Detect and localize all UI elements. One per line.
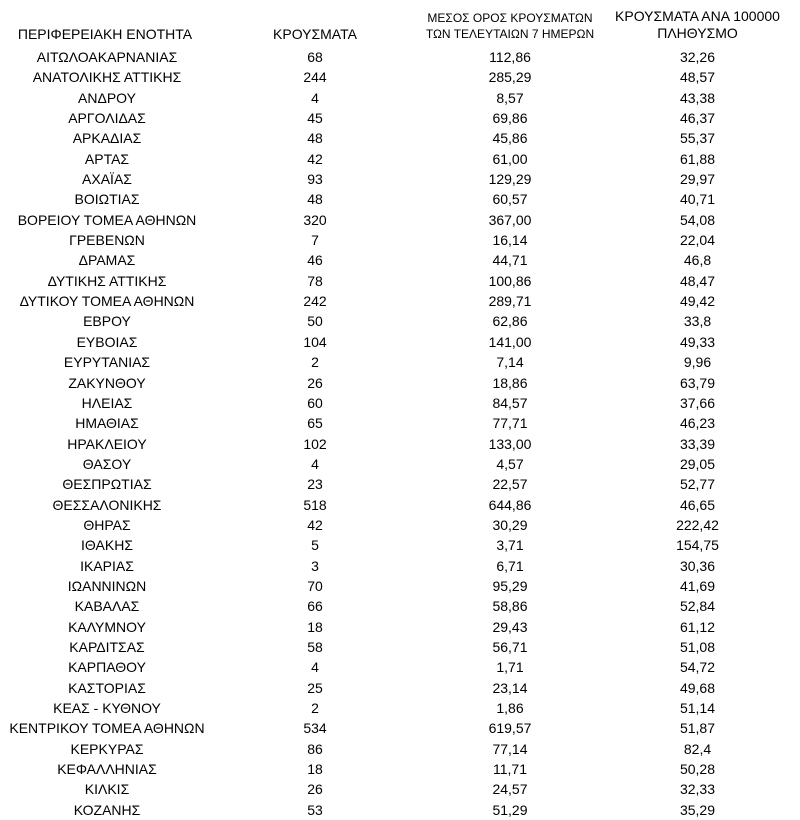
table-row bbox=[0, 413, 800, 433]
table-row bbox=[0, 393, 800, 413]
per100k-cell: 49,33 bbox=[679, 333, 716, 350]
table-row bbox=[0, 169, 800, 189]
per100k-cell: 32,33 bbox=[679, 781, 716, 798]
table-row bbox=[0, 332, 800, 352]
table-row bbox=[0, 759, 800, 779]
per100k-cell: 48,57 bbox=[679, 69, 716, 86]
cases-cell: 48 bbox=[307, 191, 323, 208]
per100k-cell: 82,4 bbox=[683, 740, 712, 757]
region-cell: ΕΥΒΟΙΑΣ bbox=[76, 333, 138, 350]
per100k-cell: 29,05 bbox=[679, 455, 716, 472]
per100k-cell: 55,37 bbox=[679, 130, 716, 147]
table-row bbox=[0, 474, 800, 494]
average-cell: 1,71 bbox=[496, 659, 524, 676]
per100k-cell: 51,87 bbox=[679, 720, 716, 737]
average-cell: 51,29 bbox=[492, 801, 528, 818]
per100k-cell: 9,96 bbox=[683, 354, 712, 371]
region-cell: ΚΕΑΣ - ΚΥΘΝΟΥ bbox=[53, 700, 161, 716]
table-row bbox=[0, 515, 800, 535]
average-cell: 23,14 bbox=[492, 679, 528, 696]
average-cell: 100,86 bbox=[488, 272, 532, 289]
region-cell: ΚΑΒΑΛΑΣ bbox=[74, 598, 140, 615]
cases-cell: 25 bbox=[307, 679, 323, 696]
per100k-cell: 61,88 bbox=[679, 150, 716, 167]
average-cell: 133,00 bbox=[488, 435, 532, 452]
per100k-cell: 52,77 bbox=[679, 476, 716, 493]
cases-cell: 534 bbox=[303, 720, 327, 737]
per100k-cell: 35,29 bbox=[679, 801, 716, 818]
cases-cell: 3 bbox=[311, 557, 319, 574]
cases-cell: 2 bbox=[311, 354, 319, 371]
cases-cell: 86 bbox=[307, 740, 323, 757]
average-cell: 22,57 bbox=[492, 476, 528, 493]
cases-cell: 26 bbox=[307, 781, 323, 798]
per100k-cell: 48,47 bbox=[679, 272, 716, 289]
cases-cell: 42 bbox=[307, 516, 323, 533]
cases-cell: 18 bbox=[307, 761, 323, 778]
table-row bbox=[0, 617, 800, 637]
region-cell: ΑΙΤΩΛΟΑΚΑΡΝΑΝΙΑΣ bbox=[36, 49, 178, 65]
table-row bbox=[0, 373, 800, 393]
table-row bbox=[0, 128, 800, 148]
per100k-cell: 61,12 bbox=[679, 618, 716, 635]
cases-cell: 60 bbox=[307, 394, 323, 411]
per100k-cell: 32,26 bbox=[679, 49, 716, 65]
table-row bbox=[0, 535, 800, 555]
cases-cell: 2 bbox=[311, 700, 319, 716]
table-row bbox=[0, 311, 800, 331]
region-cell: ΓΡΕΒΕΝΩΝ bbox=[69, 232, 145, 249]
cases-cell: 518 bbox=[303, 496, 327, 513]
average-cell: 60,57 bbox=[492, 191, 528, 208]
cases-cell: 66 bbox=[307, 598, 323, 615]
region-cell: ΚΑΛΥΜΝΟΥ bbox=[68, 618, 146, 635]
average-cell: 29,43 bbox=[492, 618, 528, 635]
table-row bbox=[0, 678, 800, 698]
cases-cell: 48 bbox=[307, 130, 323, 147]
table-row bbox=[0, 149, 800, 169]
header-cases-per-100k bbox=[605, 8, 790, 42]
per100k-cell: 49,68 bbox=[679, 679, 716, 696]
per100k-cell: 50,28 bbox=[679, 761, 716, 778]
cases-cell: 4 bbox=[311, 455, 319, 472]
average-cell: 61,00 bbox=[492, 150, 528, 167]
per100k-cell: 63,79 bbox=[679, 374, 716, 391]
average-cell: 129,29 bbox=[488, 171, 532, 188]
table-row bbox=[0, 291, 800, 311]
average-cell: 95,29 bbox=[492, 577, 528, 594]
table-row bbox=[0, 556, 800, 576]
table-row bbox=[0, 271, 800, 291]
table-row bbox=[0, 210, 800, 230]
table-row bbox=[0, 189, 800, 209]
average-cell: 24,57 bbox=[492, 781, 528, 798]
table-row bbox=[0, 495, 800, 515]
region-cell: ΘΑΣΟΥ bbox=[82, 455, 132, 472]
per100k-cell: 37,66 bbox=[679, 394, 716, 411]
per100k-cell: 52,84 bbox=[679, 598, 716, 615]
region-cell: ΒΟΙΩΤΙΑΣ bbox=[74, 191, 140, 208]
per100k-cell: 22,04 bbox=[679, 232, 716, 249]
cases-cell: 50 bbox=[307, 313, 323, 330]
per100k-cell: 41,69 bbox=[679, 577, 716, 594]
table-row bbox=[0, 596, 800, 616]
average-cell: 45,86 bbox=[492, 130, 528, 147]
table-row bbox=[0, 718, 800, 738]
cases-cell: 242 bbox=[303, 293, 327, 310]
cases-cell: 23 bbox=[307, 476, 323, 493]
average-cell: 6,71 bbox=[496, 557, 524, 574]
per100k-cell: 51,08 bbox=[679, 638, 716, 655]
cases-cell: 68 bbox=[307, 49, 323, 65]
table-row bbox=[0, 88, 800, 108]
average-cell: 44,71 bbox=[492, 252, 528, 269]
per100k-cell: 54,72 bbox=[679, 659, 716, 676]
per100k-cell: 46,37 bbox=[679, 110, 716, 127]
region-cell: ΚΑΡΔΙΤΣΑΣ bbox=[69, 638, 145, 655]
region-cell: ΚΑΡΠΑΘΟΥ bbox=[68, 659, 146, 676]
region-cell: ΑΝΔΡΟΥ bbox=[78, 89, 136, 106]
cases-cell: 42 bbox=[307, 150, 323, 167]
cases-cell: 104 bbox=[303, 333, 327, 350]
cases-cell: 65 bbox=[307, 415, 323, 432]
region-cell: ΚΕΡΚΥΡΑΣ bbox=[70, 740, 144, 757]
region-cell: ΚΕΦΑΛΛΗΝΙΑΣ bbox=[57, 761, 157, 778]
region-cell: ΘΕΣΠΡΩΤΙΑΣ bbox=[62, 476, 152, 493]
header-region: ΠΕΡΙΦΕΡΕΙΑΚΗ ΕΝΟΤΗΤΑ bbox=[17, 26, 193, 42]
average-cell: 7,14 bbox=[496, 354, 524, 371]
per100k-cell: 49,42 bbox=[679, 293, 716, 310]
cases-cell: 26 bbox=[307, 374, 323, 391]
per100k-cell: 154,75 bbox=[676, 537, 719, 554]
table-body bbox=[0, 47, 800, 820]
average-cell: 8,57 bbox=[496, 89, 524, 106]
table-row bbox=[0, 352, 800, 372]
table-row bbox=[0, 230, 800, 250]
region-cell: ΑΡΓΟΛΙΔΑΣ bbox=[68, 110, 146, 127]
cases-cell: 18 bbox=[307, 618, 323, 635]
cases-cell: 4 bbox=[311, 659, 319, 676]
region-cell: ΔΥΤΙΚΗΣ ΑΤΤΙΚΗΣ bbox=[47, 272, 167, 289]
region-cell: ΘΗΡΑΣ bbox=[83, 516, 131, 533]
cases-cell: 244 bbox=[303, 69, 327, 86]
region-cell: ΕΥΡΥΤΑΝΙΑΣ bbox=[63, 354, 151, 371]
header-7day-average bbox=[410, 10, 610, 42]
table-header bbox=[0, 0, 800, 46]
average-cell: 619,57 bbox=[488, 720, 532, 737]
table-row bbox=[0, 250, 800, 270]
region-cell: ΚΟΖΑΝΗΣ bbox=[73, 801, 141, 818]
per100k-cell: 222,42 bbox=[676, 516, 719, 533]
cases-cell: 46 bbox=[307, 252, 323, 269]
average-cell: 84,57 bbox=[492, 394, 528, 411]
region-cell: ΑΧΑΪΑΣ bbox=[82, 171, 132, 188]
table-row bbox=[0, 637, 800, 657]
table-row bbox=[0, 698, 800, 718]
region-cell: ΕΒΡΟΥ bbox=[83, 313, 131, 330]
table-row bbox=[0, 576, 800, 596]
per100k-cell: 29,97 bbox=[679, 171, 716, 188]
per100k-cell: 40,71 bbox=[679, 191, 716, 208]
average-cell: 18,86 bbox=[492, 374, 528, 391]
table-row bbox=[0, 454, 800, 474]
average-cell: 367,00 bbox=[488, 211, 532, 228]
cases-cell: 93 bbox=[307, 171, 323, 188]
region-cell: ΑΝΑΤΟΛΙΚΗΣ ΑΤΤΙΚΗΣ bbox=[32, 69, 182, 86]
header-cases: ΚΡΟΥΣΜΑΤΑ bbox=[273, 26, 357, 42]
region-cell: ΙΩΑΝΝΙΝΩΝ bbox=[67, 577, 147, 594]
average-cell: 11,71 bbox=[493, 761, 527, 778]
region-cell: ΔΥΤΙΚΟΥ ΤΟΜΕΑ ΑΘΗΝΩΝ bbox=[19, 293, 195, 310]
average-cell: 69,86 bbox=[492, 110, 528, 127]
region-cell: ΗΜΑΘΙΑΣ bbox=[75, 415, 139, 432]
average-cell: 644,86 bbox=[488, 496, 532, 513]
region-cell: ΘΕΣΣΑΛΟΝΙΚΗΣ bbox=[52, 496, 162, 513]
per100k-cell: 46,65 bbox=[679, 496, 716, 513]
average-cell: 289,71 bbox=[488, 293, 532, 310]
table-row bbox=[0, 47, 800, 67]
per100k-cell: 46,23 bbox=[679, 415, 716, 432]
region-cell: ΙΚΑΡΙΑΣ bbox=[80, 557, 134, 574]
per100k-cell: 30,36 bbox=[679, 557, 716, 574]
table-row bbox=[0, 108, 800, 128]
average-cell: 16,14 bbox=[492, 232, 528, 249]
average-cell: 3,71 bbox=[496, 537, 524, 554]
cases-cell: 78 bbox=[307, 272, 323, 289]
average-cell: 30,29 bbox=[492, 516, 528, 533]
average-cell: 77,71 bbox=[492, 415, 528, 432]
region-cell: ΔΡΑΜΑΣ bbox=[78, 252, 136, 269]
region-cell: ΖΑΚΥΝΘΟΥ bbox=[68, 374, 146, 391]
region-cell: ΚΕΝΤΡΙΚΟΥ ΤΟΜΕΑ ΑΘΗΝΩΝ bbox=[9, 720, 205, 737]
cases-cell: 7 bbox=[311, 232, 319, 249]
region-cell: ΑΡΤΑΣ bbox=[84, 150, 130, 167]
average-cell: 62,86 bbox=[492, 313, 528, 330]
region-cell: ΗΡΑΚΛΕΙΟΥ bbox=[67, 435, 147, 452]
region-cell: ΙΘΑΚΗΣ bbox=[81, 537, 133, 554]
average-cell: 1,86 bbox=[496, 700, 524, 716]
average-cell: 56,71 bbox=[492, 638, 528, 655]
header-cases-per-100k-line1: ΚΡΟΥΣΜΑΤΑ ΑΝΑ 100000 bbox=[615, 8, 780, 24]
table-row bbox=[0, 67, 800, 87]
per100k-cell: 43,38 bbox=[679, 89, 716, 106]
table-row bbox=[0, 779, 800, 799]
cases-cell: 70 bbox=[307, 577, 323, 594]
region-cell: ΚΙΛΚΙΣ bbox=[84, 781, 130, 798]
per100k-cell: 33,8 bbox=[683, 313, 712, 330]
table-row bbox=[0, 739, 800, 759]
average-cell: 285,29 bbox=[488, 69, 532, 86]
average-cell: 58,86 bbox=[492, 598, 528, 615]
per100k-cell: 51,14 bbox=[679, 700, 716, 716]
header-cases-per-100k-line2: ΠΛΗΘΥΣΜΟ bbox=[657, 25, 738, 41]
average-cell: 77,14 bbox=[492, 740, 528, 757]
table-row bbox=[0, 434, 800, 454]
average-cell: 4,57 bbox=[496, 455, 524, 472]
per100k-cell: 33,39 bbox=[679, 435, 716, 452]
region-cell: ΚΑΣΤΟΡΙΑΣ bbox=[68, 679, 146, 696]
header-7day-average-line2: ΤΩΝ ΤΕΛΕΥΤΑΙΩΝ 7 ΗΜΕΡΩΝ bbox=[425, 27, 595, 41]
cases-cell: 58 bbox=[307, 638, 323, 655]
header-7day-average-line1: ΜΕΣΟΣ ΟΡΟΣ ΚΡΟΥΣΜΑΤΩΝ bbox=[427, 11, 593, 25]
cases-cell: 4 bbox=[311, 89, 319, 106]
average-cell: 141,00 bbox=[488, 333, 532, 350]
region-cell: ΒΟΡΕΙΟΥ ΤΟΜΕΑ ΑΘΗΝΩΝ bbox=[17, 211, 197, 228]
region-cell: ΗΛΕΙΑΣ bbox=[81, 394, 133, 411]
region-cell: ΑΡΚΑΔΙΑΣ bbox=[72, 130, 142, 147]
cases-cell: 5 bbox=[311, 537, 319, 554]
table-row bbox=[0, 657, 800, 677]
average-cell: 112,86 bbox=[489, 49, 531, 65]
cases-cell: 102 bbox=[303, 435, 327, 452]
cases-cell: 53 bbox=[307, 801, 323, 818]
cases-cell: 320 bbox=[303, 211, 327, 228]
cases-cell: 45 bbox=[307, 110, 323, 127]
per100k-cell: 54,08 bbox=[679, 211, 716, 228]
per100k-cell: 46,8 bbox=[683, 252, 712, 269]
